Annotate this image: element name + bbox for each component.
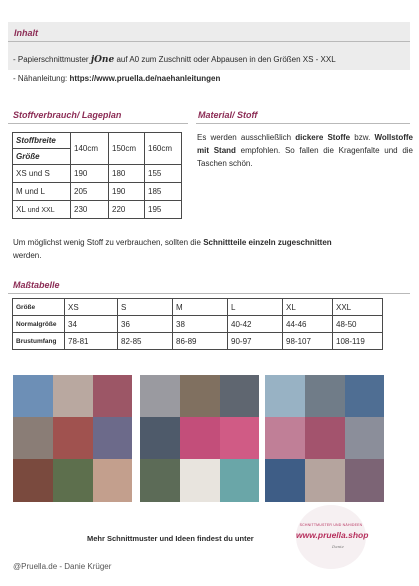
table-cell: 195 <box>145 201 182 219</box>
table-header-cell: XL <box>283 299 333 316</box>
table-header-cell: S <box>118 299 173 316</box>
logo-tagline: SCHNITTMUSTER UND NÄHIDEEN <box>299 523 363 527</box>
photo-collage-3 <box>265 375 384 502</box>
divider <box>196 123 410 124</box>
table-header-cell: Stoffbreite <box>13 133 71 149</box>
photo-tile <box>140 459 180 502</box>
table-header-cell: 160cm <box>145 133 182 165</box>
table-cell: 190 <box>71 165 109 183</box>
logo-url: www.pruella.shop <box>296 530 369 540</box>
material-text: empfohlen. So fallen die Kragenfalte und die Taschen schön. <box>197 146 413 168</box>
photo-tile <box>220 459 259 502</box>
table-header-cell: Größe <box>13 149 71 165</box>
table-row <box>13 299 383 316</box>
table-cell: 230 <box>71 201 109 219</box>
cutting-hint <box>13 236 409 262</box>
stoffverbrauch-title: Stoffverbrauch/ Lageplan <box>13 110 122 120</box>
table-cell: 190 <box>109 183 145 201</box>
material-emphasis: Wollstoffe mit Stand <box>197 133 413 155</box>
size-label-small: und XXL <box>27 207 55 214</box>
photo-tile <box>13 459 53 502</box>
material-text: bzw. <box>354 133 371 142</box>
instructions-link[interactable]: https://www.pruella.de/naehanleitungen <box>69 74 221 83</box>
table-row <box>13 165 182 183</box>
table-cell <box>13 183 71 201</box>
photo-tile <box>305 375 345 417</box>
more-patterns-text: Mehr Schnittmuster und Ideen findest du unter <box>87 534 254 543</box>
inhalt-line1-text: - Papierschnittmuster <box>13 55 89 64</box>
photo-tile <box>140 417 180 459</box>
logo-signature: Danie <box>332 544 344 549</box>
photo-tile <box>180 417 220 459</box>
material-title: Material/ Stoff <box>198 110 258 120</box>
photo-tile <box>305 459 345 502</box>
table-cell: 34 <box>65 316 118 333</box>
table-cell: 185 <box>145 183 182 201</box>
copyright-credit: @Pruella.de - Danie Krüger <box>13 562 112 571</box>
table-cell: 108-119 <box>333 333 383 350</box>
hint-text: Um möglichst wenig Stoff zu verbrauchen, sollten die <box>13 238 201 247</box>
divider <box>8 123 188 124</box>
table-cell: 180 <box>109 165 145 183</box>
hint-emphasis: Schnittteile einzeln zugeschnitten <box>203 238 332 247</box>
photo-tile <box>53 417 93 459</box>
photo-collage-1 <box>13 375 132 502</box>
masstabelle-title: Maßtabelle <box>13 280 60 290</box>
table-cell <box>13 165 71 183</box>
table-cell: 38 <box>173 316 228 333</box>
table-row-label: Brustumfang <box>13 333 65 350</box>
divider <box>8 293 410 294</box>
table-header-cell: 140cm <box>71 133 109 165</box>
table-row <box>13 316 383 333</box>
table-cell: 82-85 <box>118 333 173 350</box>
table-header-cell: L <box>228 299 283 316</box>
table-cell: 36 <box>118 316 173 333</box>
inhalt-line2-text: - Nähanleitung: <box>13 74 68 83</box>
inhalt-title: Inhalt <box>14 28 38 38</box>
inhalt-line-pattern <box>13 55 336 65</box>
table-cell: 48-50 <box>333 316 383 333</box>
photo-tile <box>13 417 53 459</box>
size-label: M und L <box>16 187 45 196</box>
hint-text: werden. <box>13 251 42 260</box>
brand-wordmark: jOne <box>90 55 115 65</box>
divider <box>8 41 410 42</box>
photo-tile <box>53 459 93 502</box>
table-header-cell: XXL <box>333 299 383 316</box>
photo-tile <box>345 417 384 459</box>
photo-tile <box>345 459 384 502</box>
photo-tile <box>305 417 345 459</box>
photo-tile <box>265 417 305 459</box>
material-text: Es werden ausschließlich <box>197 133 292 142</box>
inhalt-line-instructions <box>13 74 220 83</box>
table-cell: 40-42 <box>228 316 283 333</box>
table-cell: 90-97 <box>228 333 283 350</box>
material-emphasis: dickere Stoffe <box>295 133 351 142</box>
photo-tile <box>180 375 220 417</box>
photo-tile <box>93 417 132 459</box>
photo-tile <box>53 375 93 417</box>
material-description <box>197 131 413 170</box>
photo-tile <box>220 417 259 459</box>
photo-tile <box>265 459 305 502</box>
photo-collage-2 <box>140 375 259 502</box>
fabric-usage-table <box>12 132 182 219</box>
table-row <box>13 183 182 201</box>
photo-tile <box>93 375 132 417</box>
table-header-cell: Größe <box>13 299 65 316</box>
table-cell: 220 <box>109 201 145 219</box>
table-cell: 205 <box>71 183 109 201</box>
table-cell: 98-107 <box>283 333 333 350</box>
table-header-cell: 150cm <box>109 133 145 165</box>
photo-tile <box>345 375 384 417</box>
table-row <box>13 201 182 219</box>
table-cell: 44-46 <box>283 316 333 333</box>
photo-tile <box>140 375 180 417</box>
photo-tile <box>220 375 259 417</box>
table-cell: 155 <box>145 165 182 183</box>
pruella-logo[interactable] <box>296 505 369 569</box>
table-header-cell: XS <box>65 299 118 316</box>
table-row-label: Normalgröße <box>13 316 65 333</box>
size-chart-table <box>12 298 383 350</box>
photo-tile <box>93 459 132 502</box>
table-row <box>13 133 182 149</box>
photo-tile <box>180 459 220 502</box>
photo-tile <box>265 375 305 417</box>
table-cell: 78-81 <box>65 333 118 350</box>
table-cell: 86-89 <box>173 333 228 350</box>
table-header-cell: M <box>173 299 228 316</box>
table-cell <box>13 201 71 219</box>
inhalt-line1-rest: auf A0 zum Zuschnitt oder Abpausen in den Größen XS - XXL <box>116 55 336 64</box>
photo-tile <box>13 375 53 417</box>
size-label: XL <box>16 205 26 214</box>
size-label: XS und S <box>16 169 50 178</box>
table-row <box>13 333 383 350</box>
